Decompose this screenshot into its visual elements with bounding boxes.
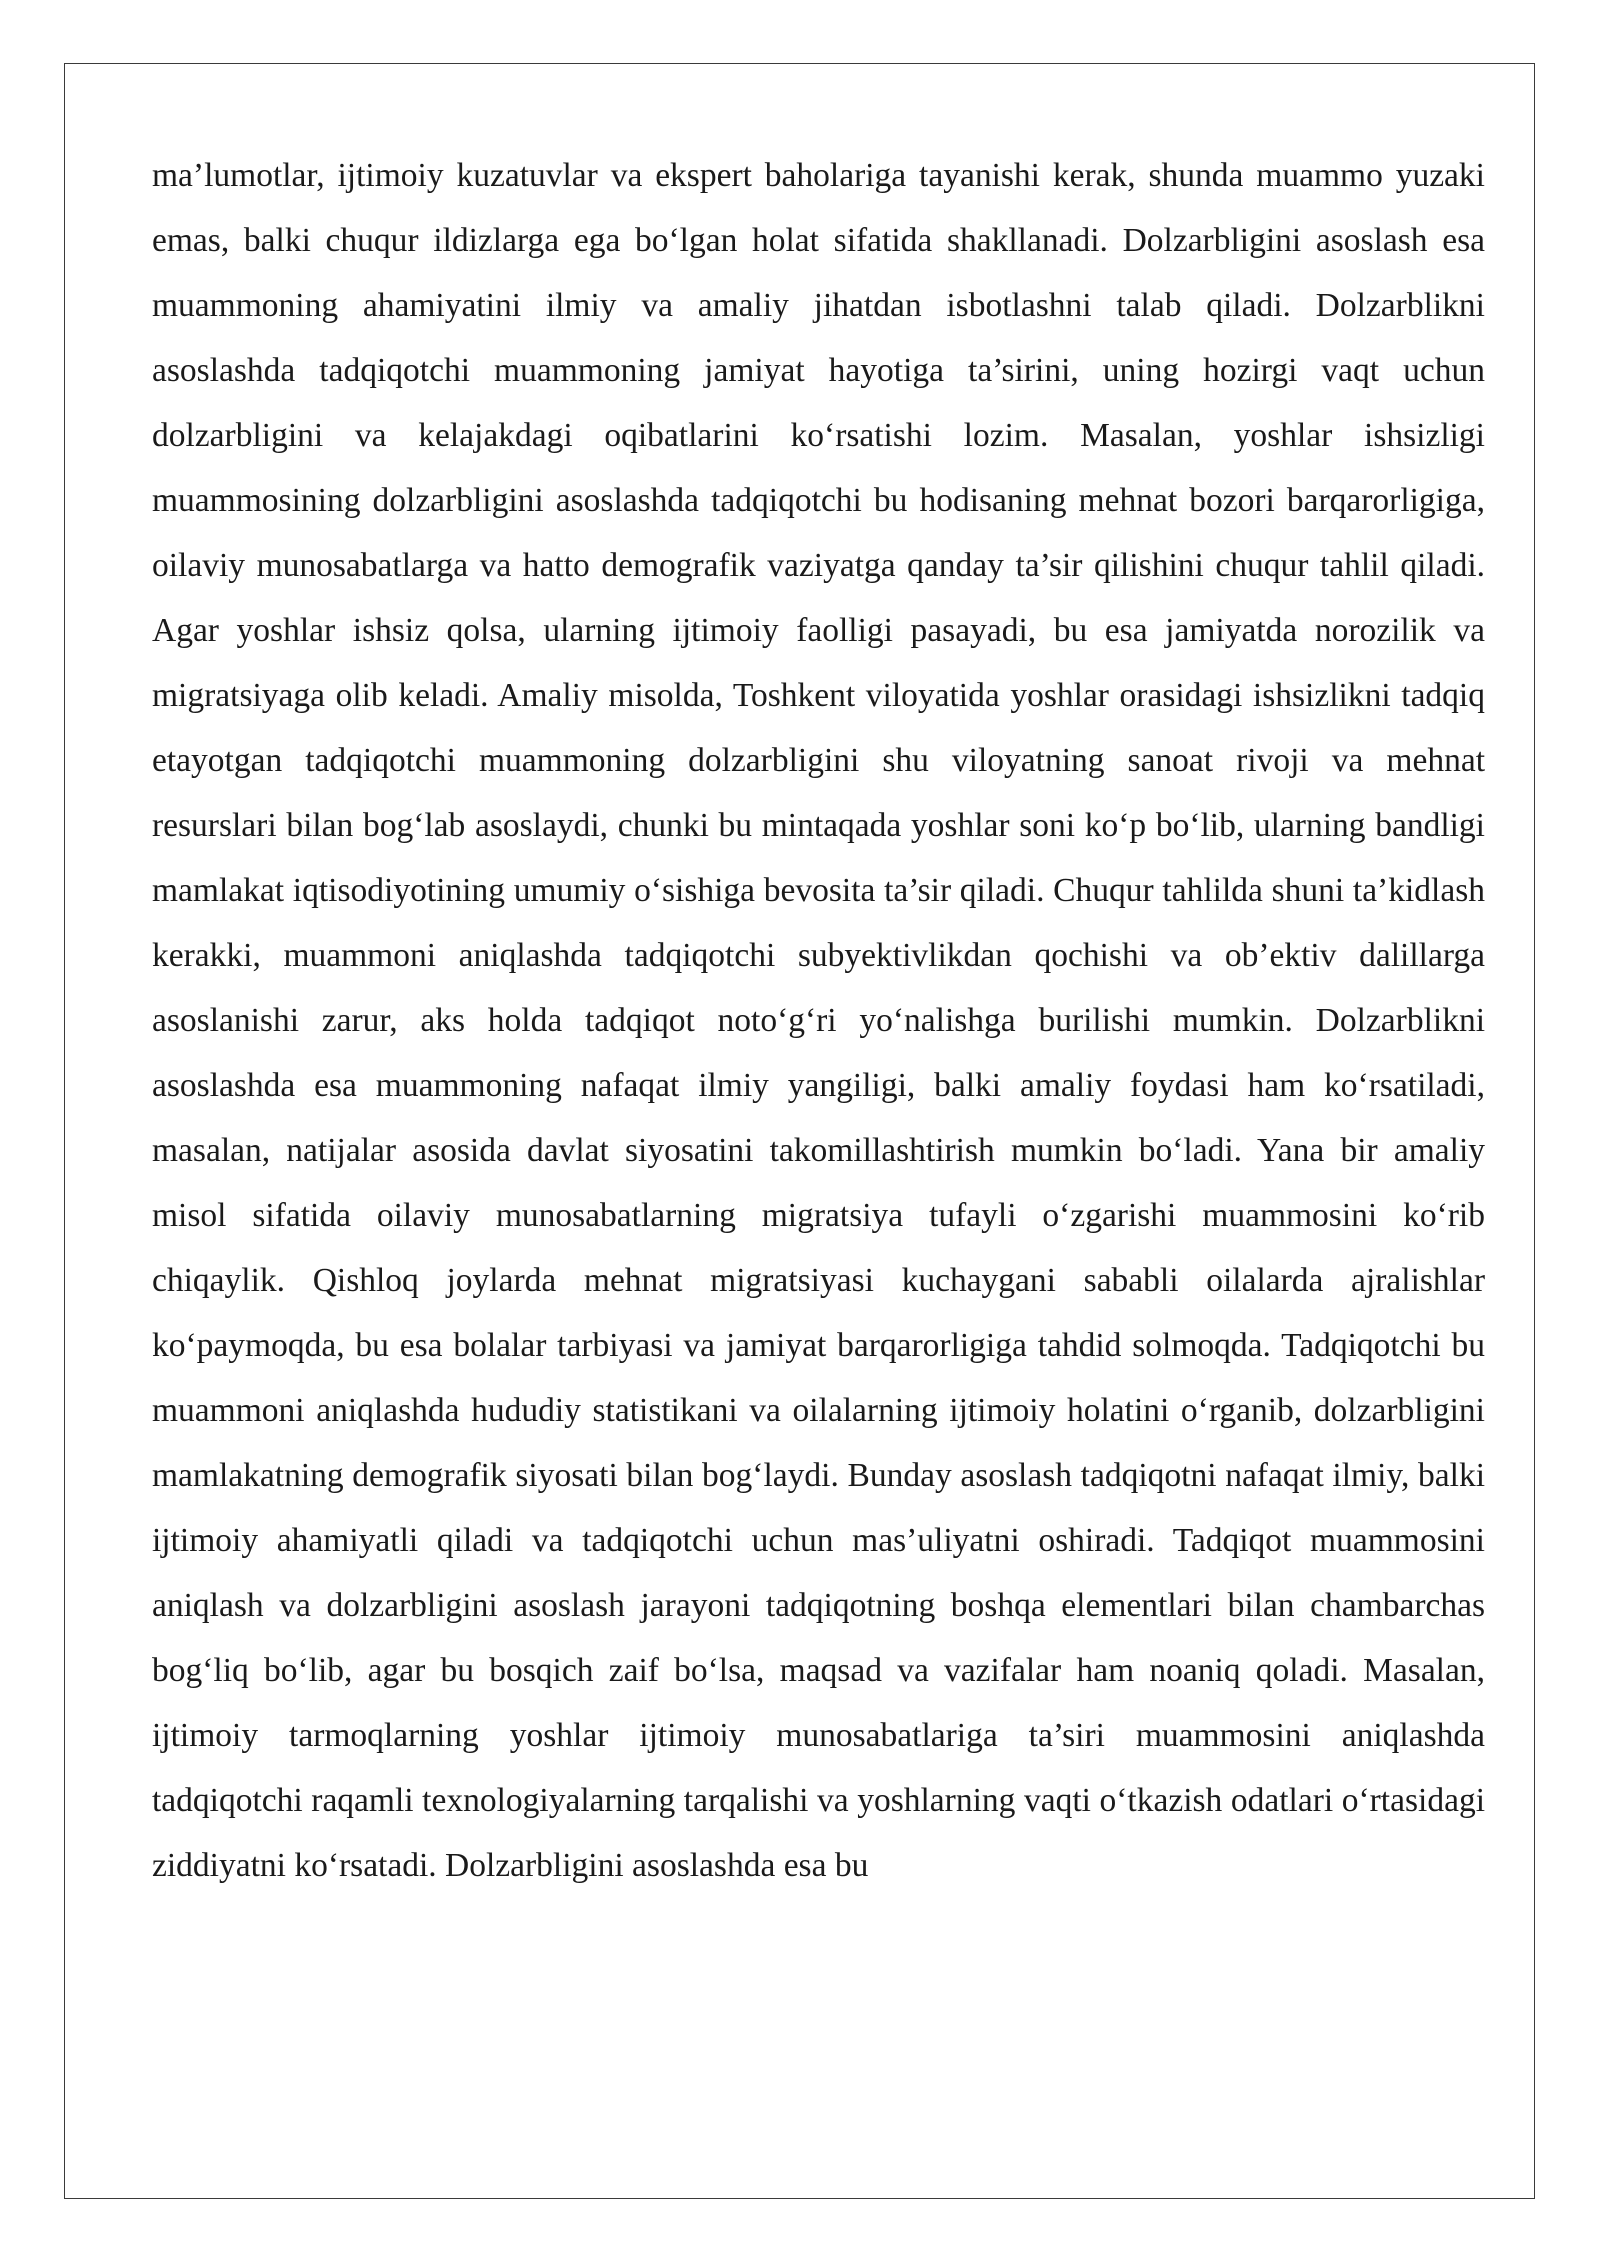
body-paragraph: ma’lumotlar, ijtimoiy kuzatuvlar va ekspert baholariga tayanishi kerak, shunda muammo yuzaki emas, balki chuqur ildizlarga ega bo‘lgan holat sifatida shakllanadi. Dolzarbligini asoslash esa muammoning ahamiyatini ilmiy va amaliy jihatdan isbotlashni talab qiladi. Dolzarblikni asoslashda tadqiqotchi muammoning jamiyat hayotiga ta’sirini, uning hozirgi vaqt uchun dolzarbligini va kelajakdagi oqibatlarini ko‘rsatishi lozim. Masalan, yoshlar ishsizligi muammosining dolzarbligini asoslashda tadqiqotchi bu hodisaning mehnat bozori barqarorligiga, oilaviy munosabatlarga va hatto demografik vaziyatga qanday ta’sir qilishini chuqur tahlil qiladi. Agar yoshlar ishsiz qolsa, ularning ijtimoiy faolligi pasayadi, bu esa jamiyatda norozilik va migratsiyaga olib keladi. Amaliy misolda, Toshkent viloyatida yoshlar orasidagi ishsizlikni tadqiq etayotgan tadqiqotchi muammoning dolzarbligini shu viloyatning sanoat rivoji va mehnat resurslari bilan bog‘lab asoslaydi, chunki bu mintaqada yoshlar soni ko‘p bo‘lib, ularning bandligi mamlakat iqtisodiyotining umumiy o‘sishiga bevosita ta’sir qiladi. Chuqur tahlilda shuni ta’kidlash kerakki, muammoni aniqlashda tadqiqotchi subyektivlikdan qochishi va ob’ektiv dalillarga asoslanishi zarur, aks holda tadqiqot noto‘g‘ri yo‘nalishga burilishi mumkin. Dolzarblikni asoslashda esa muammoning nafaqat ilmiy yangiligi, balki amaliy foydasi ham ko‘rsatiladi, masalan, natijalar asosida davlat siyosatini takomillashtirish mumkin bo‘ladi. Yana bir amaliy misol sifatida oilaviy munosabatlarning migratsiya tufayli o‘zgarishi muammosini ko‘rib chiqaylik. Qishloq joylarda mehnat migratsiyasi kuchaygani sababli oilalarda ajralishlar ko‘paymoqda, bu esa bolalar tarbiyasi va jamiyat barqarorligiga tahdid solmoqda. Tadqiqotchi bu muammoni aniqlashda hududiy statistikani va oilalarning ijtimoiy holatini o‘rganib, dolzarbligini mamlakatning demografik siyosati bilan bog‘laydi. Bunday asoslash tadqiqotni nafaqat ilmiy, balki ijtimoiy ahamiyatli qiladi va tadqiqotchi uchun mas’uliyatni oshiradi. Tadqiqot muammosini aniqlash va dolzarbligini asoslash jarayoni tadqiqotning boshqa elementlari bilan chambarchas bog‘liq bo‘lib, agar bu bosqich zaif bo‘lsa, maqsad va vazifalar ham noaniq qoladi. Masalan, ijtimoiy tarmoqlarning yoshlar ijtimoiy munosabatlariga ta’siri muammosini aniqlashda tadqiqotchi raqamli texnologiyalarning tarqalishi va yoshlarning vaqti o‘tkazish odatlari o‘rtasidagi ziddiyatni ko‘rsatadi. Dolzarbligini asoslashda esa bu: [152, 157, 1485, 1884]
